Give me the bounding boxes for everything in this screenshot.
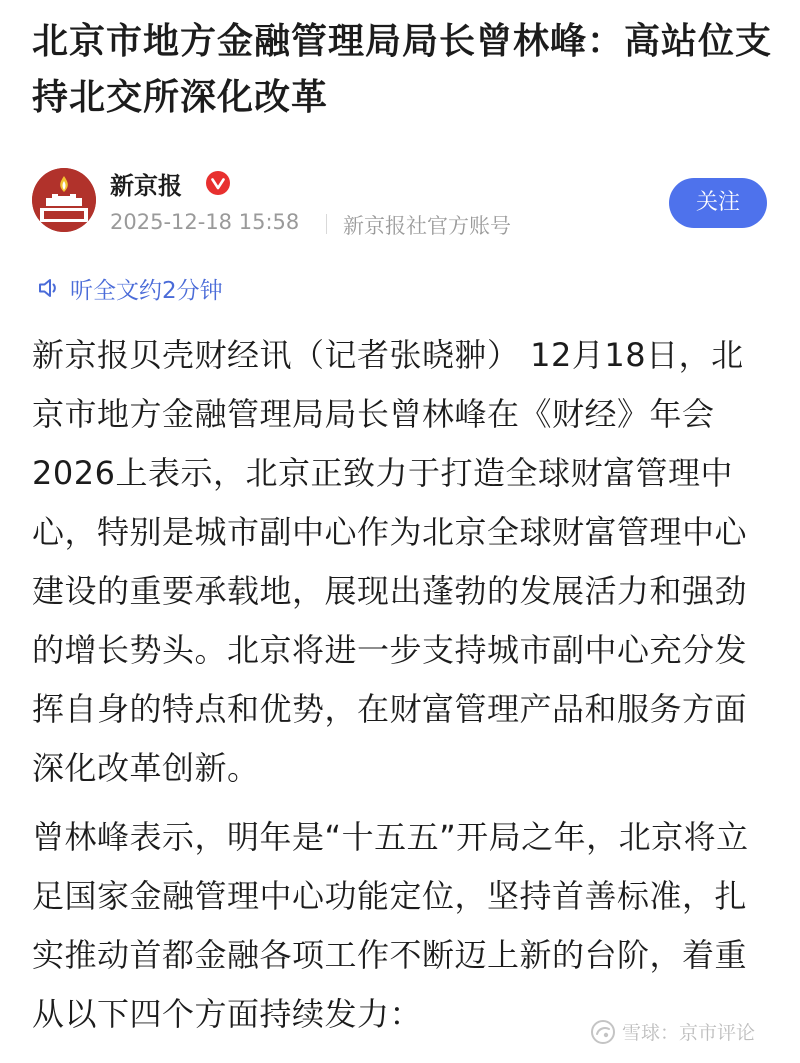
article-paragraph: 曾林峰表示，明年是“十五五”开局之年，北京将立足国家金融管理中心功能定位，坚持首善标准，扎实推动首都金融各项工作不断迈上新的台阶，着重从以下四个方面持续发力： bbox=[32, 818, 749, 1033]
watermark bbox=[584, 1016, 761, 1047]
follow-button[interactable]: 关注 bbox=[669, 178, 767, 228]
author-name[interactable]: 新京报 bbox=[110, 172, 182, 200]
article-paragraph: 新京报贝壳财经讯（记者张晓翀） 12月18日，北京市地方金融管理局局长曾林峰在《财经》年会2026上表示，北京正致力于打造全球财富管理中心，特别是城市副中心作为北京全球财富管理中心建设的重要承载地，展现出蓬勃的发展活力和强劲的增长势头。北京将进一步支持城市副中心充分发挥自身的特点和优势，在财富管理产品和服务方面深化改革创新。 bbox=[32, 336, 748, 787]
article-title: 北京市地方金融管理局局长曾林峰：高站位支持北交所深化改革 bbox=[32, 21, 773, 118]
xinjingbao-logo-icon bbox=[32, 168, 96, 232]
publish-time: 2025-12-18 15:58 bbox=[110, 210, 300, 234]
speaker-icon bbox=[36, 275, 62, 301]
watermark-text: 雪球：京市评论 bbox=[622, 1022, 756, 1044]
meta-divider bbox=[326, 214, 327, 234]
xueqiu-snowball-icon bbox=[590, 1019, 616, 1045]
account-source: 新京报社官方账号 bbox=[343, 214, 511, 238]
verified-badge-icon bbox=[206, 171, 230, 195]
listen-full-text-button[interactable] bbox=[36, 270, 223, 306]
listen-label: 听全文约2分钟 bbox=[70, 277, 223, 304]
author-avatar[interactable] bbox=[32, 168, 96, 232]
